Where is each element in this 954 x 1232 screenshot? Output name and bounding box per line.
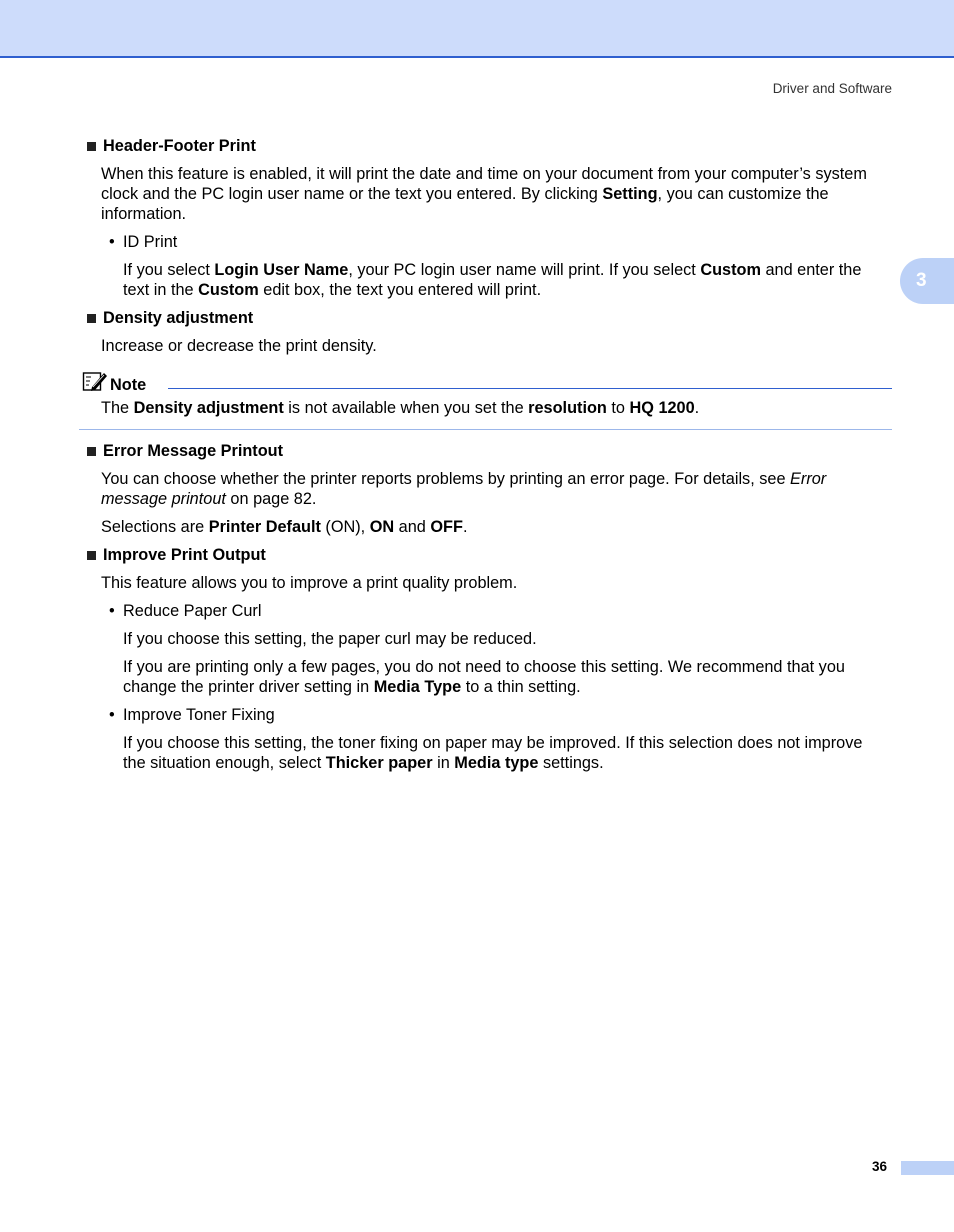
square-bullet-icon <box>87 447 96 456</box>
bullet-toner-fixing: • Improve Toner Fixing <box>109 706 275 724</box>
cross-reference-link[interactable]: message printout <box>101 490 226 508</box>
header-footer-description: When this feature is enabled, it will print the date and time on your document from your computer’s system clock and the PC login user name or the text you entered. By clicking Setting, you can customize the information. <box>101 165 867 223</box>
page-number: 36 <box>872 1159 888 1174</box>
note-rule <box>168 388 892 389</box>
bullet-id-print: • ID Print <box>109 233 178 251</box>
section-header-footer: Header-Footer Print <box>85 136 893 156</box>
id-print-description: If you select Login User Name, your PC login user name will print. If you select Custom and enter the text in the Custom edit box, the text you entered will print. <box>123 261 862 299</box>
bullet-reduce-curl: • Reduce Paper Curl <box>109 602 262 620</box>
note-text: The Density adjustment is not available when you set the resolution to HQ 1200. <box>101 399 700 417</box>
note-pencil-icon <box>82 370 108 392</box>
toner-fixing-text: If you choose this setting, the toner fixing on paper may be improved. If this selection does not improve the situation enough, select Thicker paper in Media type settings. <box>123 734 863 772</box>
header-band <box>0 0 954 58</box>
page-number-bar <box>901 1161 954 1175</box>
chapter-tab <box>900 258 954 304</box>
content-top <box>85 136 893 356</box>
error-message-selections: Selections are Printer Default (ON), ON and OFF. <box>101 518 468 536</box>
bullet-dot-icon: • <box>109 602 115 620</box>
running-head: Driver and Software <box>772 81 892 96</box>
error-message-description: You can choose whether the printer reports problems by printing an error page. For details, see Error message printout on page 82. <box>101 470 827 508</box>
improve-description: This feature allows you to improve a print quality problem. <box>101 574 518 592</box>
density-description: Increase or decrease the print density. <box>101 337 377 355</box>
square-bullet-icon <box>87 142 96 151</box>
square-bullet-icon <box>87 551 96 560</box>
reduce-curl-text-2: If you are printing only a few pages, you do not need to choose this setting. We recommend that you change the printer driver setting in Media Type to a thin setting. <box>123 658 845 696</box>
bullet-dot-icon: • <box>109 706 115 724</box>
section-error-message: Error Message Printout <box>85 441 893 461</box>
section-density: Density adjustment <box>85 308 893 328</box>
note-label: Note <box>110 376 147 394</box>
content-bottom <box>85 441 893 773</box>
chapter-number: 3 <box>916 270 927 291</box>
note-box <box>79 368 892 430</box>
reduce-curl-text-1: If you choose this setting, the paper curl may be reduced. <box>123 630 537 648</box>
cross-reference-link[interactable]: Error <box>790 470 827 488</box>
bullet-dot-icon: • <box>109 233 115 251</box>
square-bullet-icon <box>87 314 96 323</box>
section-improve-print: Improve Print Output <box>85 545 893 565</box>
